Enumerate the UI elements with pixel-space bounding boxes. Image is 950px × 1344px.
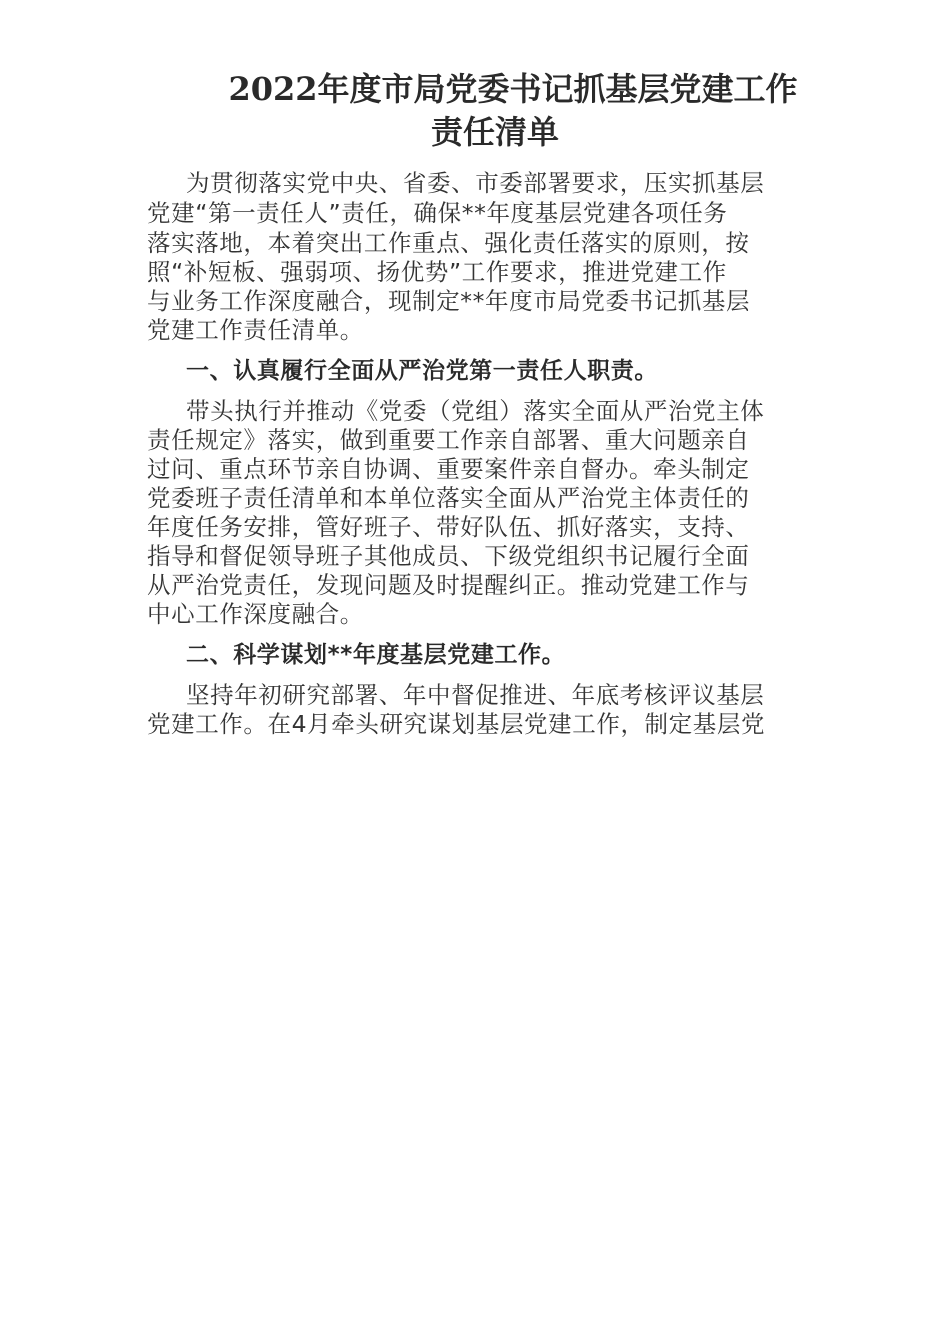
paragraph-2-line-2: 责任规定》落实，做到重要工作亲自部署、重大问题亲自: [147, 426, 750, 454]
paragraph-2-line-3: 过问、重点环节亲自协调、重要案件亲自督办。牵头制定: [147, 455, 750, 483]
section-heading-2: 二、科学谋划**年度基层党建工作。: [186, 642, 566, 668]
paragraph-1-line-4: 照“补短板、强弱项、扬优势”工作要求，推进党建工作: [147, 258, 727, 286]
paragraph-1-line-1: 为贯彻落实党中央、省委、市委部署要求，压实抓基层: [186, 169, 765, 197]
paragraph-2-line-6: 指导和督促领导班子其他成员、下级党组织书记履行全面: [147, 542, 750, 570]
document-title-line-2: 责任清单: [430, 113, 559, 151]
paragraph-1-line-6: 党建工作责任清单。: [147, 316, 364, 344]
paragraph-2-line-8: 中心工作深度融合。: [147, 600, 364, 628]
paragraph-3-line-1: 坚持年初研究部署、年中督促推进、年底考核评议基层: [186, 681, 765, 709]
paragraph-1-line-3: 落实落地，本着突出工作重点、强化责任落实的原则，按: [147, 229, 750, 257]
paragraph-1-line-2: 党建“第一责任人”责任，确保**年度基层党建各项任务: [147, 199, 728, 227]
paragraph-3-line-2: 党建工作。在4月牵头研究谋划基层党建工作，制定基层党: [147, 710, 766, 738]
paragraph-2-line-5: 年度任务安排，管好班子、带好队伍、抓好落实，支持、: [147, 513, 750, 541]
section-heading-1: 一、认真履行全面从严治党第一责任人职责。: [186, 358, 658, 384]
paragraph-2-line-1: 带头执行并推动《党委（党组）落实全面从严治党主体: [186, 397, 765, 425]
paragraph-2-line-4: 党委班子责任清单和本单位落实全面从严治党主体责任的: [147, 484, 750, 512]
document-title-line-1: 2022年度市局党委书记抓基层党建工作: [228, 70, 798, 108]
paragraph-1-line-5: 与业务工作深度融合，现制定**年度市局党委书记抓基层: [147, 287, 751, 315]
paragraph-2-line-7: 从严治党责任，发现问题及时提醒纠正。推动党建工作与: [147, 571, 750, 599]
